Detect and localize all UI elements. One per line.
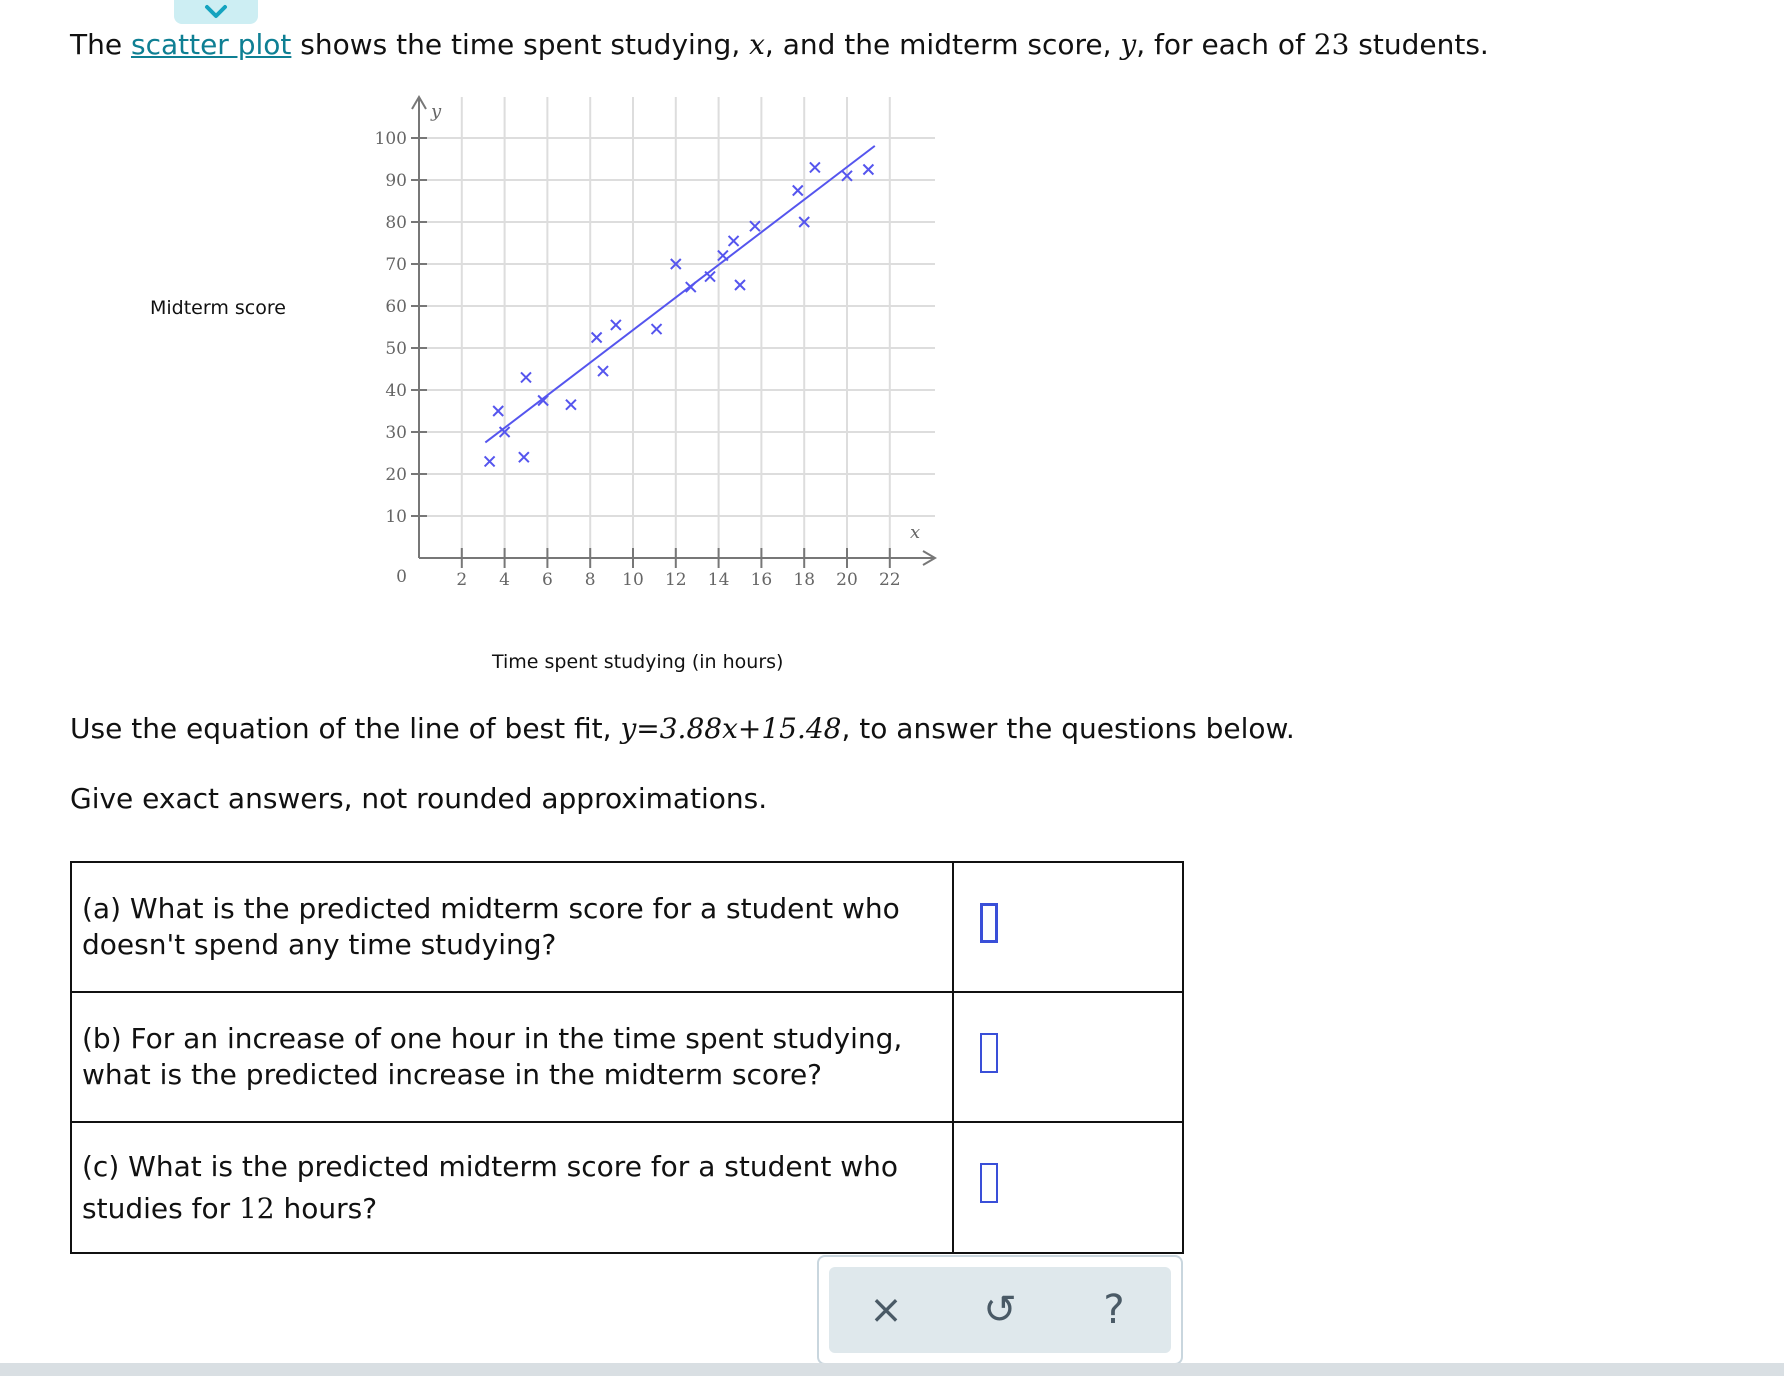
answer-input-b[interactable] [980,1033,998,1073]
clear-button[interactable]: × [869,1287,903,1333]
answer-input-c[interactable] [980,1163,998,1203]
data-point [485,456,495,466]
question-b-text: (b) For an increase of one hour in the time spent studying, what is the predicted increase in the midterm score? [71,992,953,1122]
student-count: 23 [1313,28,1350,61]
data-point [652,324,662,334]
instruction-line-2: Give exact answers, not rounded approximations. [70,782,768,815]
intro-suffix: students. [1349,28,1489,61]
scatter-plot-link[interactable]: scatter plot [130,28,292,61]
x-tick-label: 10 [622,570,644,590]
data-point [493,406,503,416]
x-tick-label: 4 [499,570,511,590]
x-tick-label: 12 [664,570,687,590]
question-c-prefix: (c) What is the predicted midterm score for a student who studies for [82,1149,898,1225]
data-point [729,236,739,246]
y-tick-label: 70 [385,255,407,275]
y-tick-label: 50 [385,339,407,359]
y-tick-label: 40 [385,381,407,401]
data-point [521,372,531,382]
data-point [598,366,608,376]
instruction-prefix: Use the equation of the line of best fit, [70,712,621,745]
best-fit-line [485,146,874,443]
best-fit-equation: y=3.88x+15.48 [620,712,842,745]
y-tick-label: 100 [374,129,407,149]
intro-prefix: The [70,28,131,61]
answer-cell-a [953,862,1183,992]
y-tick-label: 30 [385,423,407,443]
intro-middle2: , and the midterm score, [764,28,1121,61]
help-button[interactable]: ? [1103,1287,1125,1333]
x-tick-label: 16 [750,570,773,590]
undo-button[interactable]: ↺ [983,1287,1017,1333]
y-tick-label: 10 [385,507,407,527]
x-tick-label: 22 [878,570,901,590]
question-c-suffix: hours? [274,1191,378,1225]
data-point [611,320,621,330]
answer-input-a[interactable] [980,903,998,943]
data-point [735,280,745,290]
y-axis-title: Midterm score [150,297,286,319]
chevron-down-icon [204,4,228,20]
instruction-suffix: , to answer the questions below. [841,712,1295,745]
data-point [566,400,576,410]
var-x: x [749,28,765,61]
var-y: y [1120,28,1137,61]
data-point [592,333,602,343]
question-row-b [71,992,1183,1122]
y-tick-label: 60 [385,297,407,317]
origin-label: 0 [396,567,407,587]
answer-cell-b [953,992,1183,1122]
data-point [810,162,820,172]
data-point [863,165,873,175]
y-axis-var: y [431,101,442,122]
scatter-chart [0,0,1000,620]
question-a-text: (a) What is the predicted midterm score for a student who doesn't spend any time studying? [71,862,953,992]
instruction-line-1 [70,712,1295,745]
collapse-tab[interactable] [174,0,258,24]
bottom-bar [0,1363,1784,1376]
question-c-text [71,1122,953,1253]
question-row-a [71,862,1183,992]
toolbar-inner [829,1267,1171,1353]
x-tick-label: 6 [541,570,553,590]
y-tick-label: 90 [385,171,407,191]
data-point [519,452,529,462]
x-tick-label: 8 [584,570,596,590]
question-c-hours: 12 [238,1191,275,1225]
x-axis-title: Time spent studying (in hours) [492,651,784,673]
x-tick-label: 14 [707,570,730,590]
answer-toolbar [817,1255,1183,1365]
x-tick-label: 2 [456,570,468,590]
questions-table [70,861,1184,1254]
question-row-c [71,1122,1183,1253]
data-point [705,272,715,282]
intro-middle3: , for each of [1136,28,1314,61]
x-tick-label: 18 [793,570,816,590]
x-tick-label: 20 [836,570,858,590]
answer-cell-c [953,1122,1183,1253]
data-point [686,282,696,292]
y-tick-label: 20 [385,465,407,485]
x-axis-var: x [910,522,921,543]
data-point [793,186,803,196]
intro-middle: shows the time spent studying, [291,28,750,61]
y-tick-label: 80 [385,213,407,233]
